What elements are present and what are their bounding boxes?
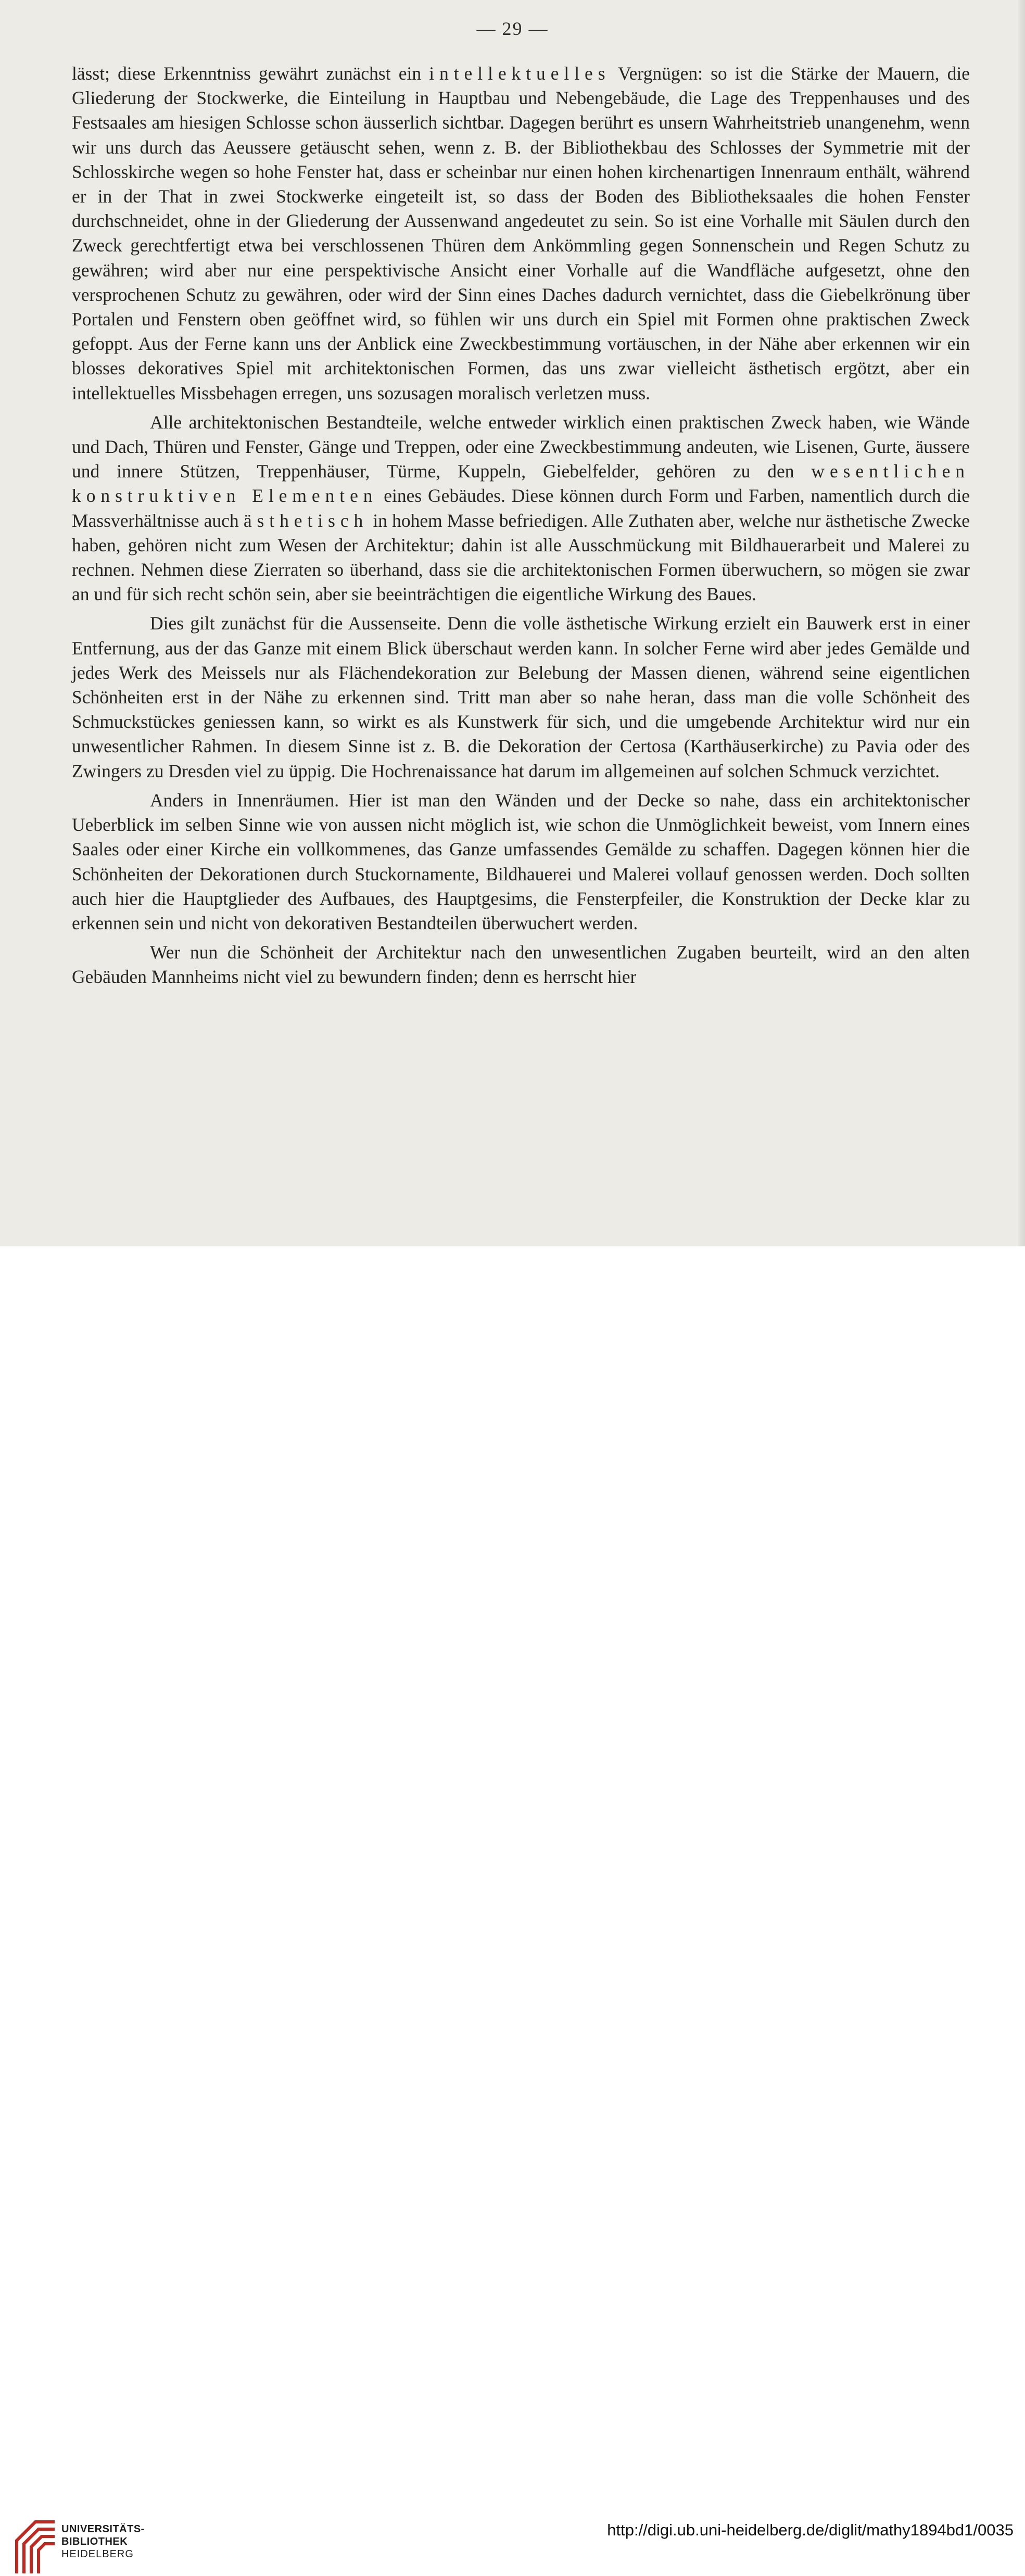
library-name-line: HEIDELBERG — [61, 2548, 134, 2560]
emphasized-text: wesentlichen konstruktiven Elementen — [72, 461, 970, 507]
text-run: Wer nun die Schönheit der Architektur nach den unwesentlichen Zugaben beurteilt, wird an den alten Gebäuden Mannheims nicht viel zu bewundern finden; denn es herrscht hier — [72, 942, 970, 988]
text-run: Vergnügen: so ist die Stärke der Mauern, die Gliederung der Stockwerke, die Einteilung in Hauptbau und Nebengebäude, die Lage des Treppenhauses und des Festsaales am hiesigen Schlosse schon äusserlich sichtbar. Dagegen berührt es unsern Wahrheitstrieb unangenehm, wenn wir uns durch das Aeussere getäuscht sehen, wenn z. B. der Bibliothekbau des Schlosses der Symmetrie mit der Schlosskirche wegen so hohe Fenster hat, dass er scheinbar nur einen hohen kirchenartigen Innenraum enthält, während er in der That in zwei Stockwerke eingeteilt ist, so dass der Boden des Bibliotheksaales die hohen Fenster durchschneidet, ohne in der Gliederung der Aussenwand angedeutet zu sein. So ist eine Vorhalle mit Säulen durch den Zweck gerechtfertigt etwa bei verschlossenen Thüren dem Ankömmling gegen Sonnenschein und Regen Schutz zu gewähren; wird aber nur eine perspektivische Ansicht einer Vorhalle auf die Wandfläche aufgesetzt, ohne den versprochenen Schutz zu gewähren, oder wird der Sinn eines Daches dadurch vernichtet, dass die Giebelkrönung über Portalen und Fenstern oben geöffnet wird, so fühlen wir uns durch ein Spiel mit Formen ohne praktischen Zweck gefoppt. Aus der Ferne kann uns der Anblick eine Zweckbestimmung vortäuschen, in der Nähe aber erkennen wir ein blosses dekoratives Spiel mit architektonischen Formen, das uns zwar vielleicht ästhetisch ergötzt, aber ein intellektuelles Missbehagen erregen, uns sozusagen moralisch verletzen muss. — [72, 63, 970, 403]
paragraph — [72, 940, 970, 989]
emphasized-text: intellektuelles — [429, 63, 611, 84]
library-logo-icon[interactable] — [11, 2514, 58, 2576]
text-run: eines Gebäudes. Diese können durch Form und Farben, namentlich durch die Massverhältnisse auch — [72, 485, 970, 531]
emphasized-text: ästhetisch — [243, 510, 369, 531]
text-run: Anders in Innenräumen. Hier ist man den Wänden und der Decke so nahe, dass ein architektonischer Ueberblick im selben Sinne wie von aussen nicht möglich ist, wie schon die Unmöglichkeit beweist, vom Innern eines Saales oder einer Kirche ein vollkommenes, das Ganze umfassendes Gemälde zu schaffen. Dagegen können hier die Schönheiten der Dekorationen durch Stuckornamente, Bildhauerei und Malerei vollauf genossen werden. Doch sollten auch hier die Hauptglieder des Aufbaues, des Hauptgesims, die Fensterpfeiler, die Konstruktion der Decke klar zu erkennen sein und nicht von dekorativen Bestandteilen überwuchert werden. — [72, 789, 970, 933]
library-name — [61, 2523, 145, 2560]
paragraph — [72, 61, 970, 406]
footer — [0, 1246, 1025, 2560]
text-run: Dies gilt zunächst für die Aussenseite. Denn die volle ästhetische Wirkung erzielt ein Bauwerk erst in einer Entfernung, aus der das Ganze mit einem Blick überschaut werden kann. In solcher Ferne wird aber jedes Gemälde und jedes Werk des Meissels nur als Flächendekoration zur Belebung der Massen dienen, während seine eigentlichen Schönheiten erst in der Nähe zu erkennen sind. Tritt man aber so nahe heran, dass man die volle Schönheit des Schmuckstückes geniessen kann, so wirkt es als Kunstwerk für sich, und die umgebende Architektur wird nur ein unwesentlicher Rahmen. In diesem Sinne ist z. B. die Dekoration der Certosa (Karthäuserkirche) zu Pavia oder des Zwingers zu Dresden viel zu üppig. Die Hochrenaissance hat darum im allgemeinen auf solchen Schmuck verzichtet. — [72, 613, 970, 781]
text-run: in hohem Masse befriedigen. Alle Zuthaten aber, welche nur ästhetische Zwecke haben, gehören nicht zum Wesen der Architektur; dahin ist alle Ausschmückung mit Bildhauerarbeit und Malerei zu rechnen. Nehmen diese Zierraten so überhand, dass sie die architektonischen Formen überwuchern, so mögen sie zwar an und für sich recht schön sein, aber sie beeinträchtigen die eigentliche Wirkung des Baues. — [72, 510, 970, 605]
paragraph — [72, 611, 970, 783]
library-name-line: BIBLIOTHEK — [61, 2536, 128, 2547]
library-name-line: UNIVERSITÄTS- — [61, 2523, 145, 2535]
paragraph — [72, 410, 970, 607]
page-number: — 29 — — [476, 18, 549, 39]
scanned-page — [0, 0, 1025, 1246]
body-text — [72, 61, 970, 990]
paragraph — [72, 788, 970, 936]
text-run: lässt; diese Erkenntniss gewährt zunächst ein — [72, 63, 429, 84]
source-url-link[interactable]: http://digi.ub.uni-heidelberg.de/diglit/mathy1894bd1/0035 — [607, 2521, 1014, 2539]
text-run: Alle architektonischen Bestandteile, welche entweder wirklich einen praktischen Zweck haben, wie Wände und Dach, Thüren und Fenster, Gänge und Treppen, oder eine Zweckbestimmung andeuten, wie Lisenen, Gurte, äussere und innere Stützen, Treppenhäuser, Türme, Kuppeln, Giebelfelder, gehören zu den — [72, 411, 970, 482]
page-edge-shadow — [1018, 0, 1025, 1246]
